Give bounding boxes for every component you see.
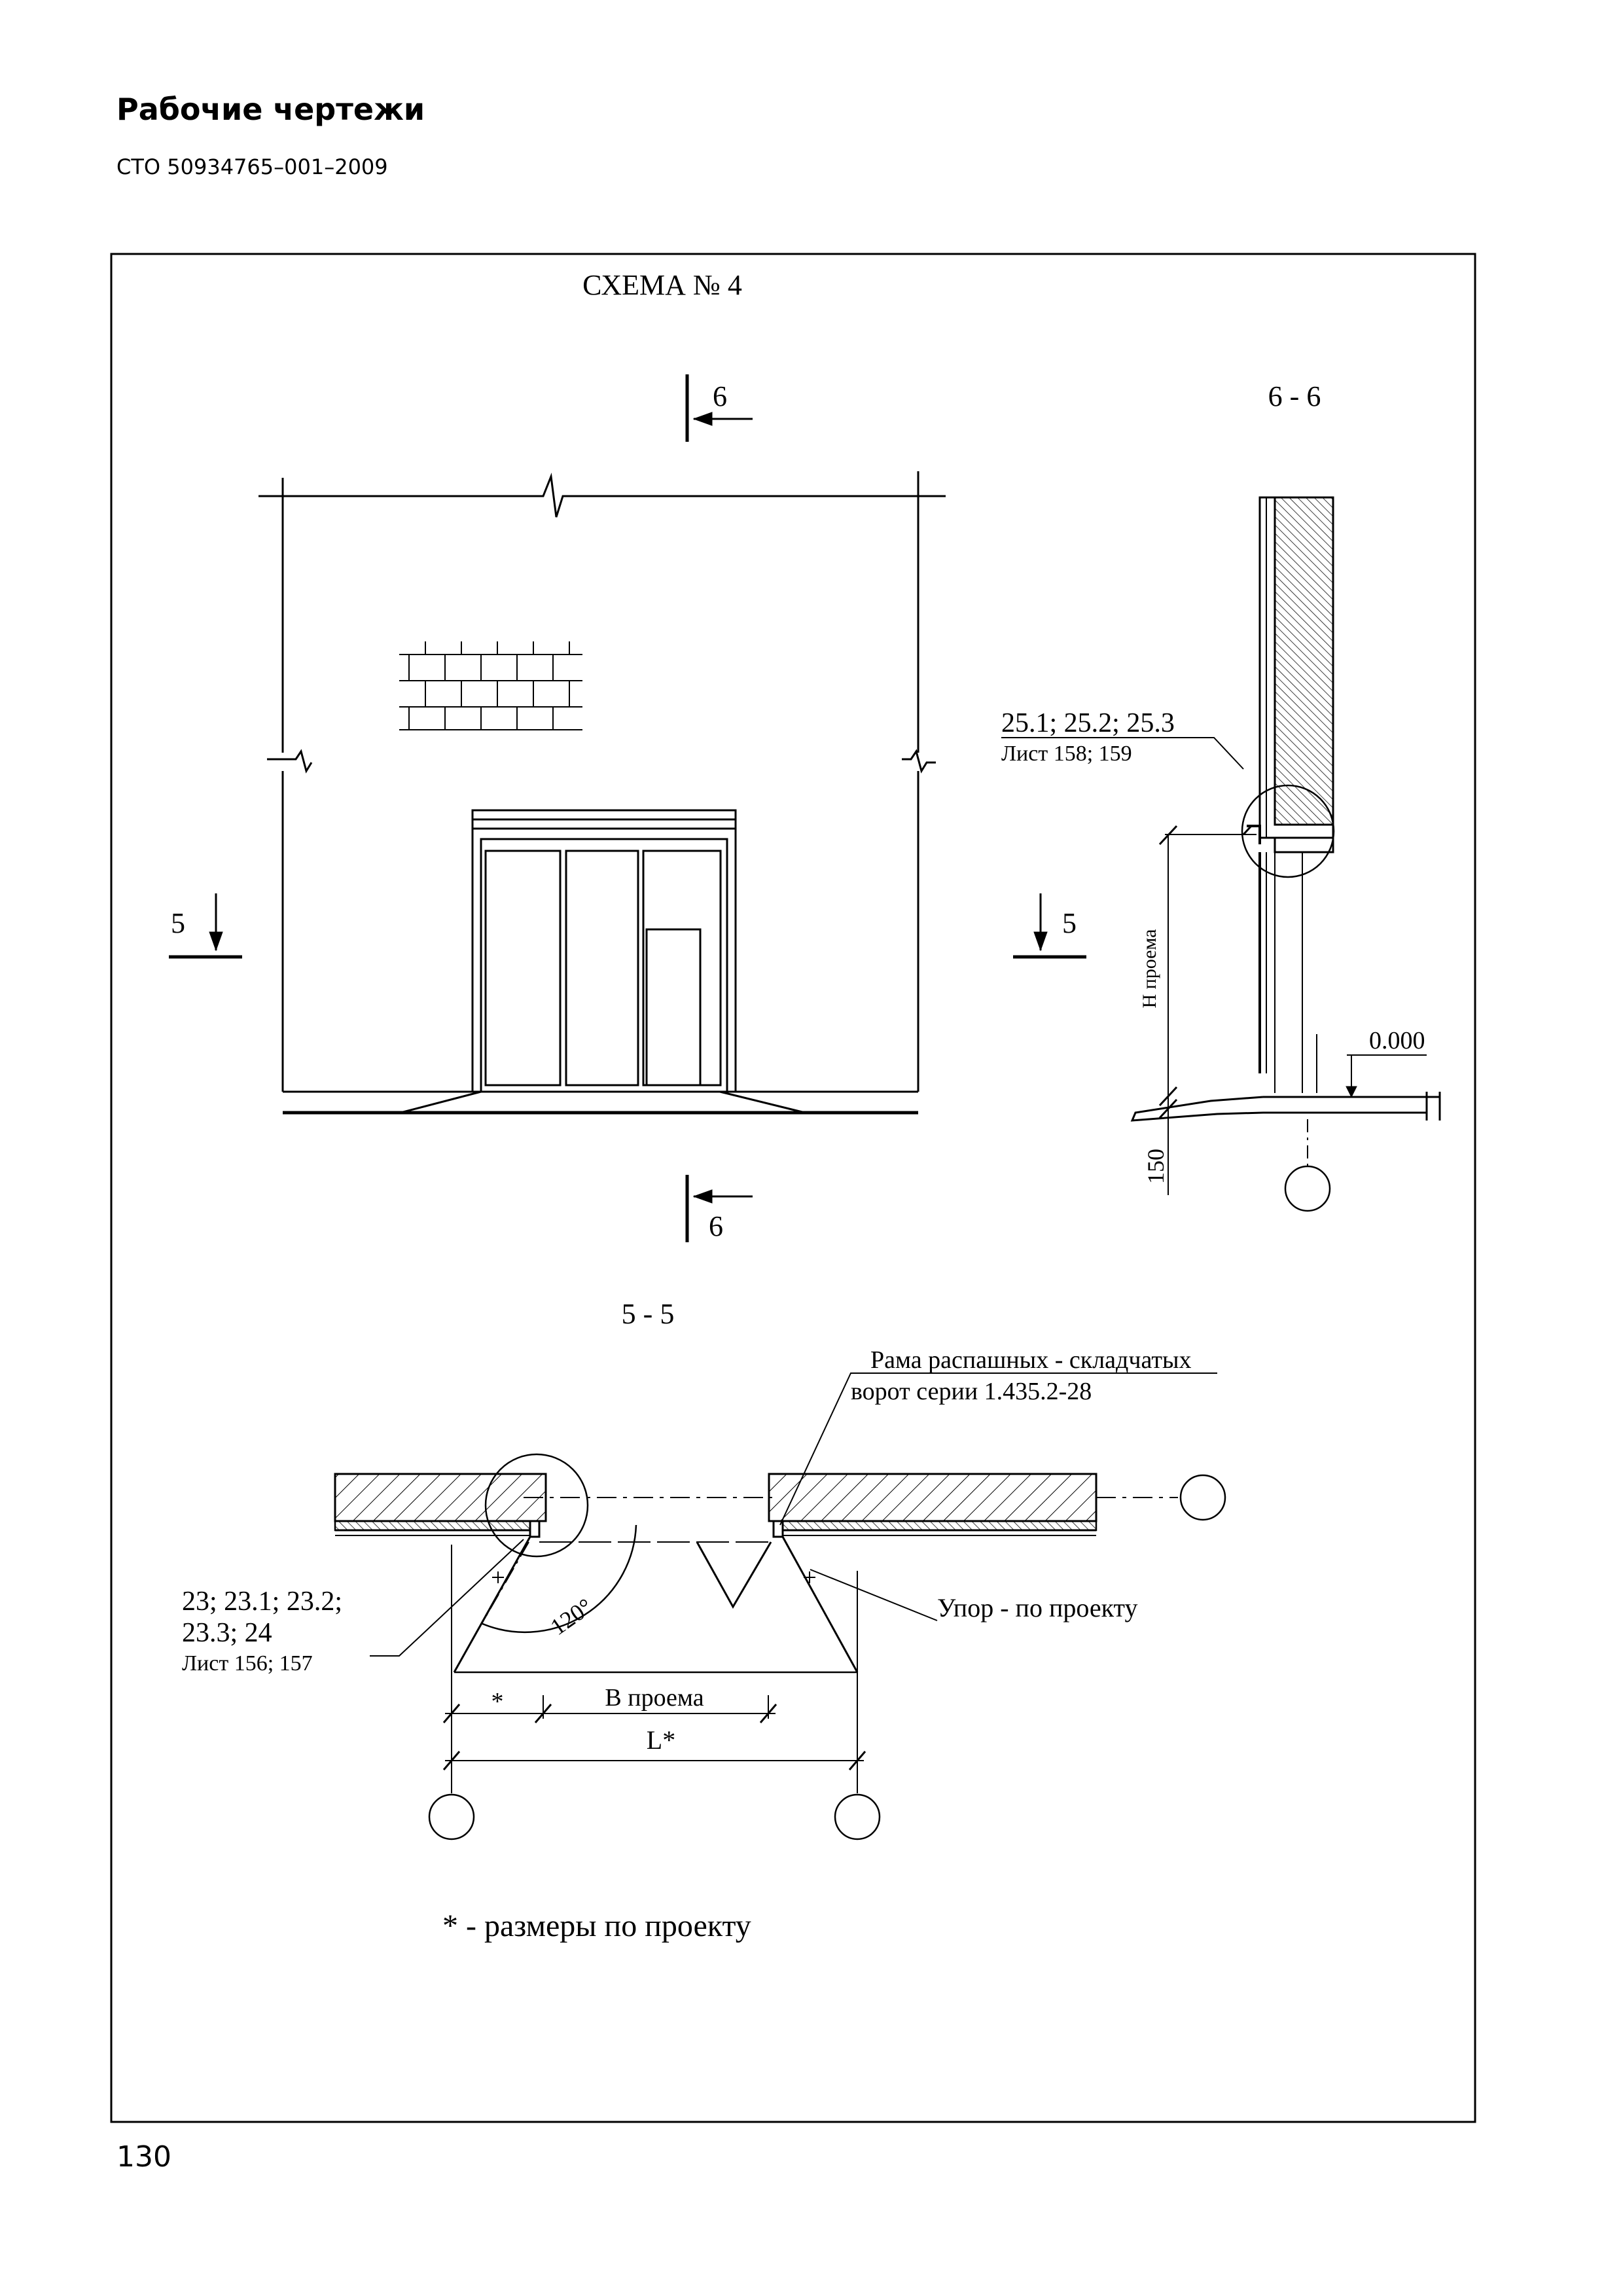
scheme-title: СХЕМА № 4 bbox=[582, 269, 742, 301]
swing-angle: 120° bbox=[545, 1593, 597, 1641]
dim-opening-width: В проема bbox=[605, 1684, 704, 1712]
section-55-callout-marks-2: 23.3; 24 bbox=[182, 1618, 272, 1648]
section-55-callout-sheets: Лист 156; 157 bbox=[182, 1651, 313, 1676]
brick-pattern bbox=[399, 641, 582, 730]
dim-total-length: L* bbox=[646, 1725, 676, 1755]
section-66-callout-marks: 25.1; 25.2; 25.3 bbox=[1001, 708, 1175, 738]
section-55-title: 5 - 5 bbox=[621, 1298, 675, 1330]
section-66-drawing bbox=[1001, 497, 1440, 1211]
page-header-title: Рабочие чертежи bbox=[116, 92, 425, 127]
page-number: 130 bbox=[116, 2140, 171, 2174]
level-mark-0000: 0.000 bbox=[1369, 1027, 1425, 1054]
dim-150: 150 bbox=[1143, 1149, 1169, 1184]
dim-opening-height: Н проема bbox=[1139, 929, 1160, 1009]
dim-star: * bbox=[491, 1688, 504, 1715]
section-66-title: 6 - 6 bbox=[1268, 380, 1321, 412]
standard-code: СТО 50934765–001–2009 bbox=[116, 154, 388, 179]
gate-elevation bbox=[473, 810, 736, 1092]
footnote: * - размеры по проекту bbox=[442, 1909, 751, 1943]
section-66-callout-sheets: Лист 158; 159 bbox=[1001, 742, 1132, 766]
stop-note: Упор - по проекту bbox=[937, 1593, 1138, 1623]
cut-6-top-label: 6 bbox=[713, 380, 727, 412]
drawing-frame bbox=[111, 254, 1475, 2122]
cut-6-bottom-label: 6 bbox=[709, 1210, 723, 1242]
section-55-callout-marks-1: 23; 23.1; 23.2; bbox=[182, 1587, 343, 1617]
frame-note-line1: Рама распашных - складчатых bbox=[870, 1346, 1192, 1374]
cut-5-left-label: 5 bbox=[171, 907, 185, 939]
facade-view bbox=[259, 471, 946, 1113]
cut-5-right-label: 5 bbox=[1062, 907, 1077, 939]
frame-note-line2: ворот серии 1.435.2-28 bbox=[851, 1378, 1092, 1405]
